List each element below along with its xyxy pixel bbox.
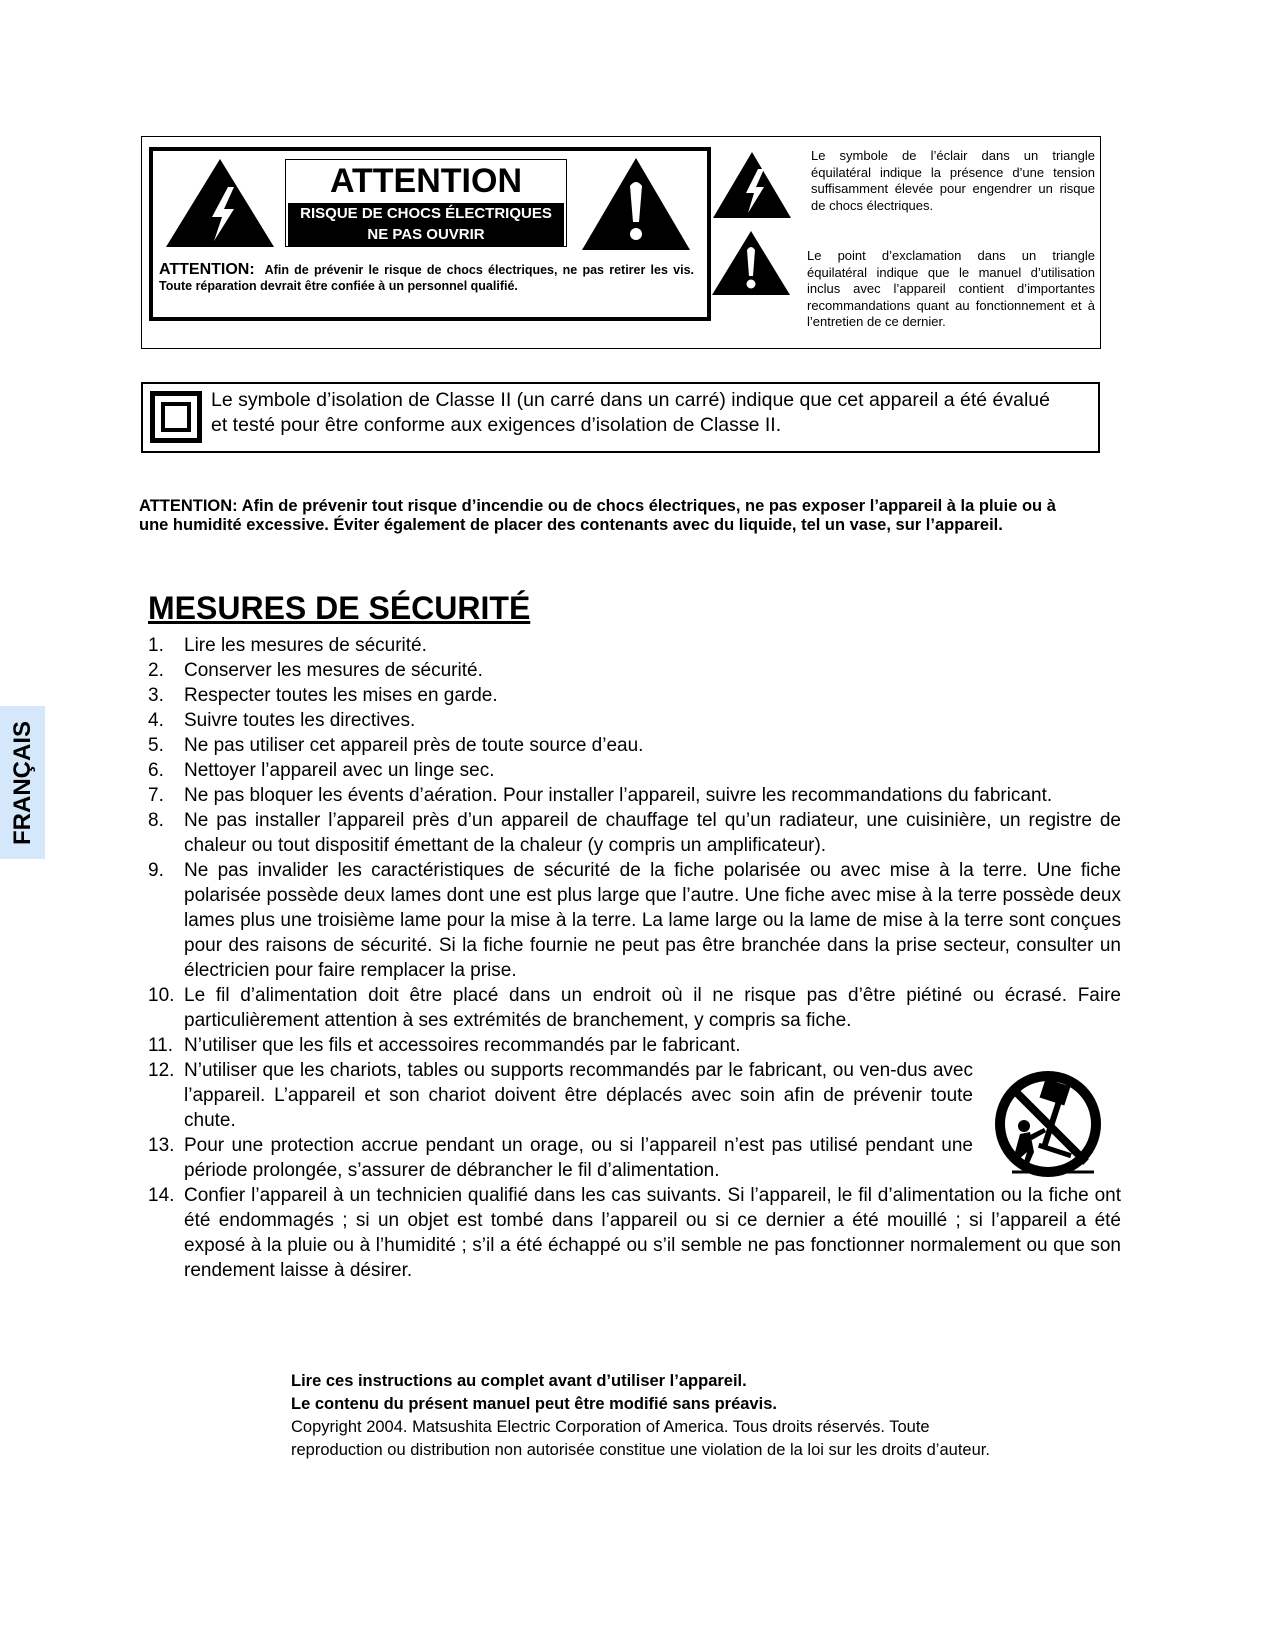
footer	[291, 1370, 991, 1462]
attention-subtitle-line2: NE PAS OUVRIR	[367, 226, 485, 243]
list-item: 4. Suivre toutes les directives.	[148, 710, 416, 731]
attention-subtitle	[288, 203, 564, 246]
footer-copyright: Copyright 2004. Matsushita Electric Corporation of America. Tous droits réservés. Toute reproduction ou distribution non autorisée constitue une violation de la loi sur les droits d’auteur.	[291, 1418, 990, 1459]
attention-title: ATTENTION	[329, 162, 522, 200]
caution-lead: ATTENTION:	[159, 261, 255, 278]
list-item: 2. Conserver les mesures de sécurité.	[148, 660, 483, 681]
list-item: 14. Confier l’appareil à un technicien qualifié dans les cas suivants. Si l’appareil, le fil d’alimentation ou la fiche ont été endommagés ; si un objet est tombé dans l’appareil ou si ce dernier a été mouillé ; si l’appareil a été exposé à la pluie ou à l’humidité ; s’il a été échappé ou s’il semble ne pas fonctionner normalement ou que son rendement laisse à désirer.	[148, 1185, 1121, 1281]
lightning-symbol-icon	[712, 151, 792, 219]
fire-warning-paragraph: ATTENTION: Afin de prévenir tout risque d’incendie ou de chocs électriques, ne pas exposer l’appareil à la pluie ou à une humidité excessive. Éviter également de placer des contenants avec du liquide, tel un vase, sur l’appareil.	[139, 497, 1056, 534]
exclamation-symbol-icon	[711, 230, 791, 296]
attention-subtitle-line1: RISQUE DE CHOCS ÉLECTRIQUES	[300, 205, 552, 222]
exclamation-triangle-icon	[580, 156, 692, 252]
list-item: 1. Lire les mesures de sécurité.	[148, 635, 427, 656]
safety-heading: MESURES DE SÉCURITÉ	[148, 590, 531, 626]
lightning-triangle-icon	[164, 157, 276, 249]
list-item: 9. Ne pas invalider les caractéristiques de sécurité de la fiche polarisée ou avec mise à la terre. Une fiche polarisée possède deux lames dont une est plus large que l’autre. Une fiche avec mise à la terre possède deux lames plus une troisième lame pour la mise à la terre. La lame large ou la lame de mise à la terre sont conçues pour des raisons de sécurité. Si la fiche fournie ne peut pas être branchée dans la prise secteur, consulter un électricien pour faire remplacer la prise.	[148, 860, 1121, 981]
list-item: 3. Respecter toutes les mises en garde.	[148, 685, 498, 706]
class2-double-square-icon	[150, 391, 202, 443]
list-item: 10. Le fil d’alimentation doit être placé dans un endroit où il ne risque pas d’être piétiné ou écrasé. Faire particulièrement attention à ses extrémités de branchement, y compris sa fiche.	[148, 985, 1121, 1031]
footer-line2: Le contenu du présent manuel peut être modifié sans préavis.	[291, 1395, 777, 1413]
list-item: 13. Pour une protection accrue pendant un orage, ou si l’appareil n’est pas utilisé pendant une période prolongée, s’assurer de débrancher le fil d’alimentation.	[148, 1135, 973, 1181]
lightning-symbol-description: Le symbole de l’éclair dans un triangle équilatéral indique la présence d’une tension suffisamment élevée pour engendrer un risque de chocs électriques.	[811, 148, 1095, 213]
cart-tipover-warning-icon	[990, 1068, 1110, 1183]
list-item: 7. Ne pas bloquer les évents d’aération. Pour installer l’appareil, suivre les recommandations du fabricant.	[148, 785, 1053, 806]
list-item: 12. N’utiliser que les chariots, tables ou supports recommandés par le fabricant, ou ven-dus avec l’appareil. L’appareil et son chariot doivent être déplacés avec soin afin de prévenir toute chute.	[148, 1060, 973, 1131]
attention-title-box	[285, 159, 567, 247]
caution-label-text	[159, 262, 694, 294]
language-label: FRANÇAIS	[8, 720, 36, 845]
language-side-tab	[0, 706, 45, 859]
class2-description: Le symbole d’isolation de Classe II (un carré dans un carré) indique que cet appareil a été évalué et testé pour être conforme aux exigences d’isolation de Classe II.	[211, 389, 1050, 436]
list-item: 5. Ne pas utiliser cet appareil près de toute source d’eau.	[148, 735, 644, 756]
caution-body: Afin de prévenir le risque de chocs électriques, ne pas retirer les vis. Toute réparation devrait être confiée à un personnel qualifié.	[159, 263, 694, 293]
list-item: 11. N’utiliser que les fils et accessoires recommandés par le fabricant.	[148, 1035, 741, 1056]
list-item: 8. Ne pas installer l’appareil près d’un appareil de chauffage tel qu’un radiateur, une cuisinière, un registre de chaleur ou tout dispositif émettant de la chaleur (y compris un amplificateur).	[148, 810, 1121, 856]
safety-list	[148, 633, 1121, 1283]
list-item: 6. Nettoyer l’appareil avec un linge sec.	[148, 760, 495, 781]
exclamation-symbol-description: Le point d’exclamation dans un triangle équilatéral indique que le manuel d’utilisation inclus avec l’appareil contient d’importantes recommandations quant au fonctionnement et à l’entretien de ce dernier.	[807, 248, 1095, 329]
footer-line1: Lire ces instructions au complet avant d’utiliser l’appareil.	[291, 1372, 747, 1390]
